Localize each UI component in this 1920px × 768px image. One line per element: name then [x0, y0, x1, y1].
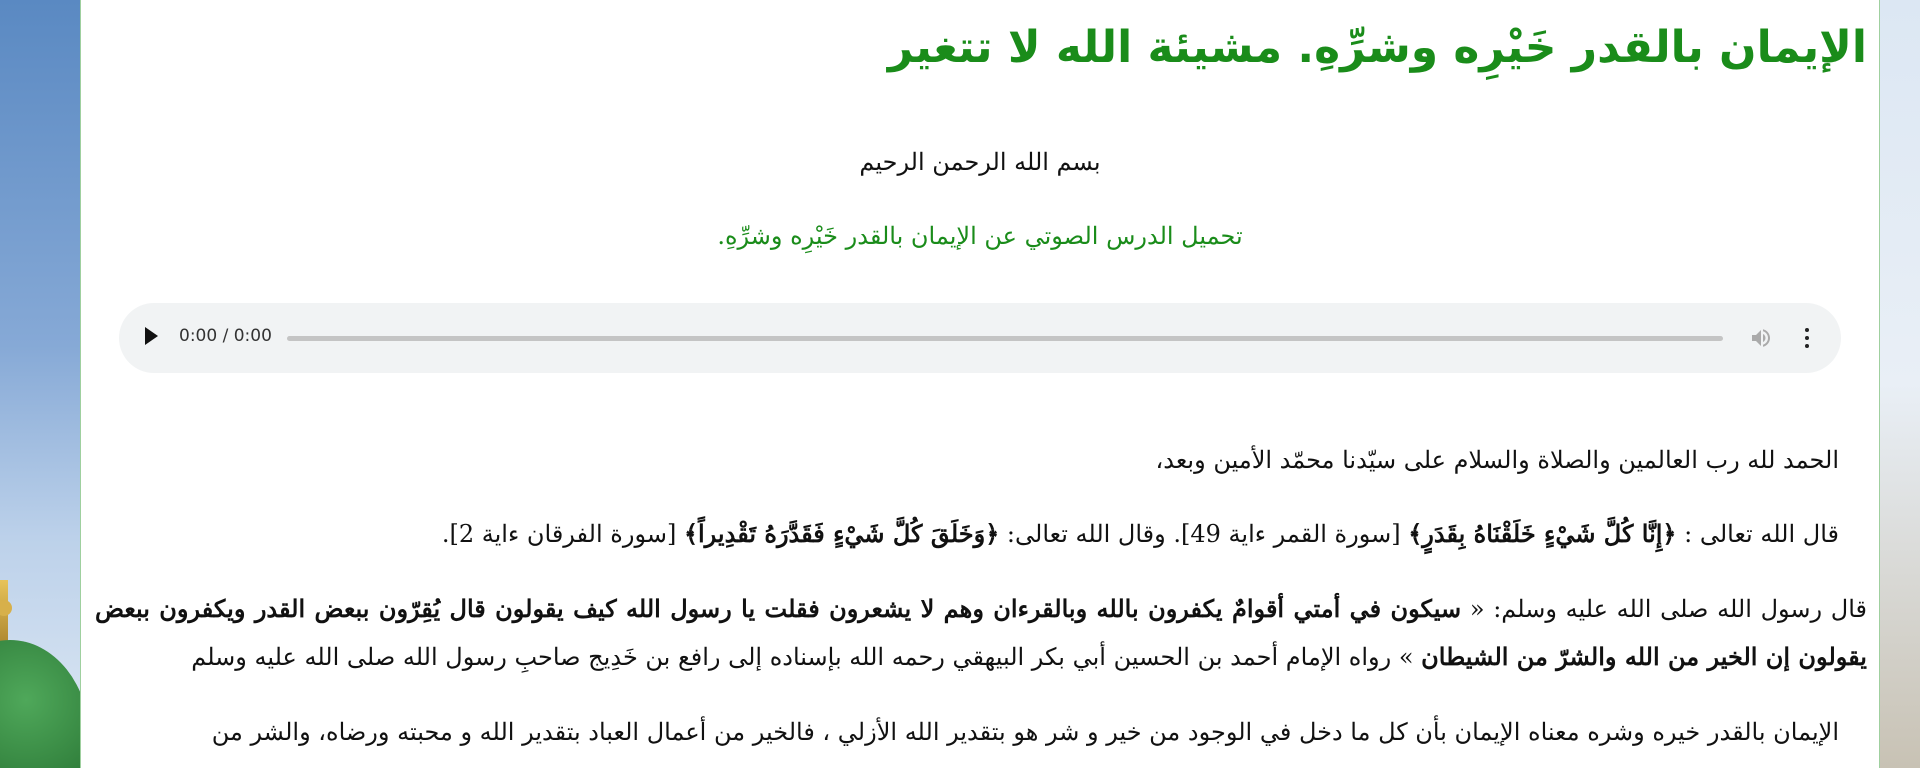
more-vertical-icon[interactable]	[1803, 326, 1811, 350]
verses-text-c: [سورة الفرقان ءاية 2].	[441, 520, 684, 548]
verses-text-a: قال الله تعالى :	[1676, 520, 1839, 548]
paragraph-hadith	[95, 585, 1867, 681]
paragraph-intro-text: الحمد لله رب العالمين والصلاة والسلام على سيّدنا محمّد الأمين وبعد،	[1155, 446, 1839, 474]
verse-furqan-2: ﴿وَخَلَقَ كُلَّ شَيْءٍ فَقَدَّرَهُ تَقْدِيراً﴾	[683, 519, 1000, 548]
audio-download-link[interactable]: تحميل الدرس الصوتي عن الإيمان بالقدر خَيْرِه وشرِّهِ.	[717, 222, 1243, 250]
paragraph-verses	[95, 510, 1839, 558]
verses-text-b: [سورة القمر ءاية 49]. وقال الله تعالى:	[999, 520, 1409, 548]
audio-player	[119, 303, 1841, 373]
audio-time: 0:00 / 0:00	[179, 326, 272, 346]
article-content	[80, 0, 1880, 768]
volume-icon[interactable]	[1749, 326, 1773, 350]
hadith-text: سيكون في أمتي أقوامٌ يكفرون بالله وبالقرءان وهم لا يشعرون فقلت يا رسول الله كيف يقولون قال يُقِرّون ببعض القدر ويكفرون ببعض يقولون إن الخير من الله والشرّ من الشيطان	[95, 594, 1867, 671]
paragraph-belief	[95, 708, 1839, 756]
verse-qamar-49: ﴿إِنَّا كُلَّ شَيْءٍ خَلَقْنَاهُ بِقَدَرٍ﴾	[1408, 519, 1677, 548]
audio-progress-bar[interactable]	[287, 336, 1723, 341]
hadith-source: » رواه الإمام أحمد بن الحسين أبي بكر البيهقي رحمه الله بإسناده إلى رافع بن خَدِيج صاحبِ رسول الله صلى الله عليه وسلم	[191, 643, 1422, 671]
background-right-sky	[1880, 0, 1920, 768]
paragraph-intro	[95, 436, 1839, 484]
page-title: الإيمان بالقدر خَيْرِه وشرِّهِ. مشيئة الله لا تتغير	[887, 22, 1867, 73]
basmala-text: بسم الله الرحمن الرحيم	[859, 148, 1101, 176]
paragraph-belief-text: الإيمان بالقدر خيره وشره معناه الإيمان بأن كل ما دخل في الوجود من خير و شر هو بتقدير الله الأزلي ، فالخير من أعمال العباد بتقدير الله و محبته ورضاه، والشر من	[211, 718, 1839, 746]
background-left-sky	[0, 0, 80, 768]
play-icon[interactable]	[145, 327, 158, 345]
minaret-finial-ball	[0, 600, 12, 616]
green-dome-image	[0, 640, 80, 768]
hadith-intro: قال رسول الله صلى الله عليه وسلم: «	[1461, 595, 1868, 623]
